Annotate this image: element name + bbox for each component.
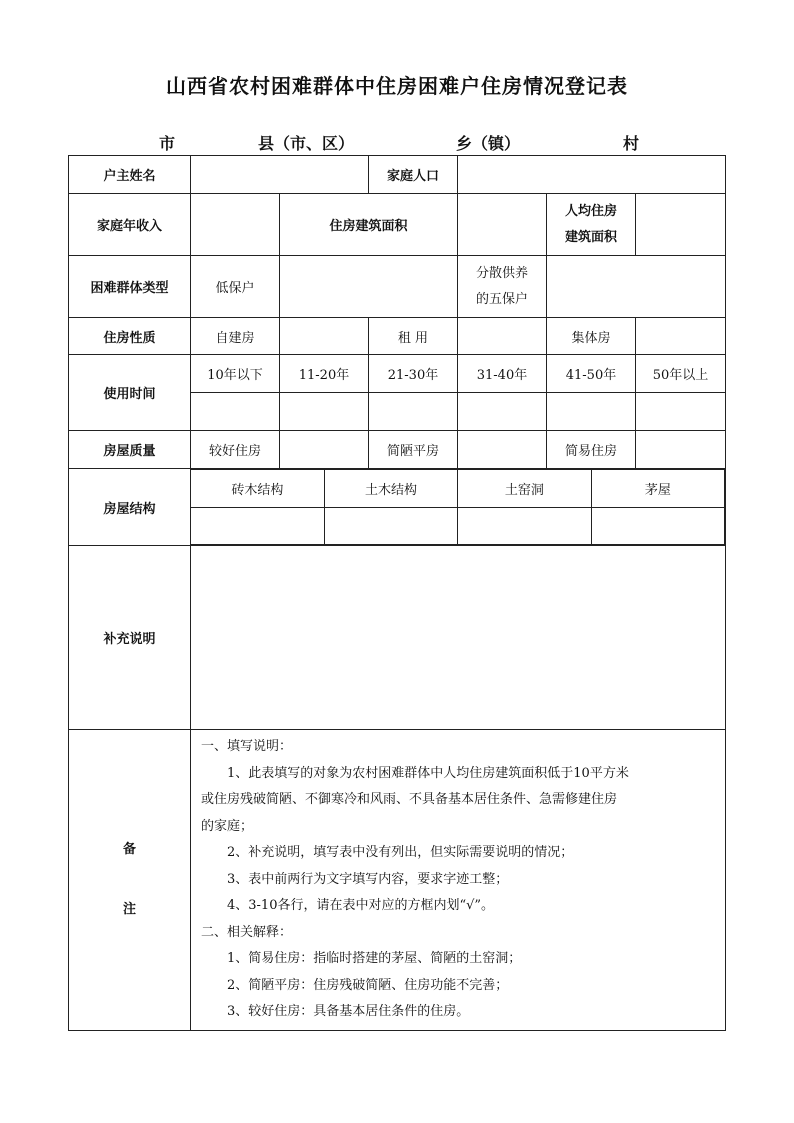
quality-label: 房屋质量 — [69, 431, 191, 469]
usage-box-2[interactable] — [280, 393, 369, 431]
address-city: 市 — [159, 134, 176, 153]
group-type-label: 困难群体类型 — [69, 256, 191, 318]
structure-cave-box[interactable] — [458, 508, 591, 545]
structure-earth-wood: 土木结构 — [324, 470, 457, 508]
quality-simple-box[interactable] — [636, 431, 726, 469]
usage-box-6[interactable] — [636, 393, 726, 431]
per-capita-label-line2: 建筑面积 — [564, 229, 617, 245]
per-capita-area-field[interactable] — [636, 194, 726, 256]
remarks-notes — [191, 730, 726, 1031]
quality-good-box[interactable] — [280, 431, 369, 469]
annual-income-field[interactable] — [191, 194, 280, 256]
notes-heading-2: 二、相关解释： — [201, 924, 293, 940]
householder-label: 户主姓名 — [69, 156, 191, 194]
notes-heading-1: 一、填写说明： — [201, 739, 293, 754]
usage-box-1[interactable] — [191, 393, 280, 431]
family-size-label: 家庭人口 — [369, 156, 458, 194]
quality-crude: 简陋平房 — [369, 431, 458, 469]
group-type-five-guarantee-box[interactable] — [547, 256, 726, 318]
supplement-field[interactable] — [191, 546, 726, 730]
five-guarantee-line1: 分散供养 — [475, 265, 528, 281]
usage-opt-6: 50年以上 — [636, 355, 726, 393]
usage-box-5[interactable] — [547, 393, 636, 431]
usage-opt-5: 41-50年 — [547, 355, 636, 393]
notes-item-2: 2、补充说明，填写表中没有列出，但实际需要说明的情况； — [227, 845, 574, 860]
group-type-five-guarantee — [458, 256, 547, 318]
notes-item-1a: 1、此表填写的对象为农村困难群体中人均住房建筑面积低于10平方米 — [227, 765, 629, 781]
usage-time-label: 使用时间 — [69, 355, 191, 431]
structure-thatch-box[interactable] — [591, 508, 724, 545]
structure-grid — [191, 469, 726, 546]
quality-good: 较好住房 — [191, 431, 280, 469]
address-town: 乡（镇） — [456, 134, 521, 153]
usage-opt-3: 21-30年 — [369, 355, 458, 393]
annual-income-label: 家庭年收入 — [69, 194, 191, 256]
notes-item-3: 3、表中前两行为文字填写内容，要求字迹工整； — [227, 871, 509, 887]
housing-area-field[interactable] — [458, 194, 547, 256]
remarks-label — [69, 730, 191, 1031]
explain-item-2: 2、简陋平房：住房残破简陋、住房功能不完善； — [227, 977, 509, 993]
notes-item-1c: 的家庭； — [201, 818, 254, 834]
structure-label: 房屋结构 — [69, 469, 191, 546]
group-type-low-income-box[interactable] — [280, 256, 458, 318]
usage-opt-2: 11-20年 — [280, 355, 369, 393]
notes-item-4: 4、3-10各行，请在表中对应的方框内划“√”。 — [227, 898, 495, 913]
explain-item-3: 3、较好住房：具备基本居住条件的住房。 — [227, 1004, 470, 1019]
nature-rented: 租 用 — [369, 318, 458, 355]
structure-earth-wood-box[interactable] — [324, 508, 457, 545]
usage-box-4[interactable] — [458, 393, 547, 431]
structure-thatch: 茅屋 — [591, 470, 724, 508]
householder-name-field[interactable] — [191, 156, 369, 194]
nature-rented-box[interactable] — [458, 318, 547, 355]
usage-box-3[interactable] — [369, 393, 458, 431]
family-size-field[interactable] — [458, 156, 726, 194]
five-guarantee-line2: 的五保户 — [475, 291, 528, 307]
explain-item-1: 1、简易住房：指临时搭建的茅屋、简陋的土窑洞； — [227, 951, 522, 966]
remarks-label-2: 注 — [122, 901, 136, 917]
per-capita-area-label — [547, 194, 636, 256]
usage-opt-4: 31-40年 — [458, 355, 547, 393]
supplement-label: 补充说明 — [69, 546, 191, 730]
page-title: 山西省农村困难群体中住房困难户住房情况登记表 — [166, 74, 628, 98]
nature-self-built-box[interactable] — [280, 318, 369, 355]
per-capita-label-line1: 人均住房 — [564, 203, 617, 219]
nature-collective-box[interactable] — [636, 318, 726, 355]
structure-brick-wood: 砖木结构 — [191, 470, 324, 508]
structure-brick-wood-box[interactable] — [191, 508, 324, 545]
usage-opt-1: 10年以下 — [191, 355, 280, 393]
address-village: 村 — [623, 134, 640, 153]
notes-item-1b: 或住房残破简陋、不御寒冷和风雨、不具备基本居住条件、急需修建住房 — [201, 792, 618, 807]
group-type-low-income: 低保户 — [191, 256, 280, 318]
remarks-label-1: 备 — [122, 841, 136, 857]
housing-area-label: 住房建筑面积 — [280, 194, 458, 256]
nature-self-built: 自建房 — [191, 318, 280, 355]
housing-nature-label: 住房性质 — [69, 318, 191, 355]
structure-cave: 土窑洞 — [458, 470, 591, 508]
nature-collective: 集体房 — [547, 318, 636, 355]
registration-form — [68, 155, 726, 1031]
quality-crude-box[interactable] — [458, 431, 547, 469]
address-county: 县（市、区） — [258, 134, 355, 153]
quality-simple: 简易住房 — [547, 431, 636, 469]
